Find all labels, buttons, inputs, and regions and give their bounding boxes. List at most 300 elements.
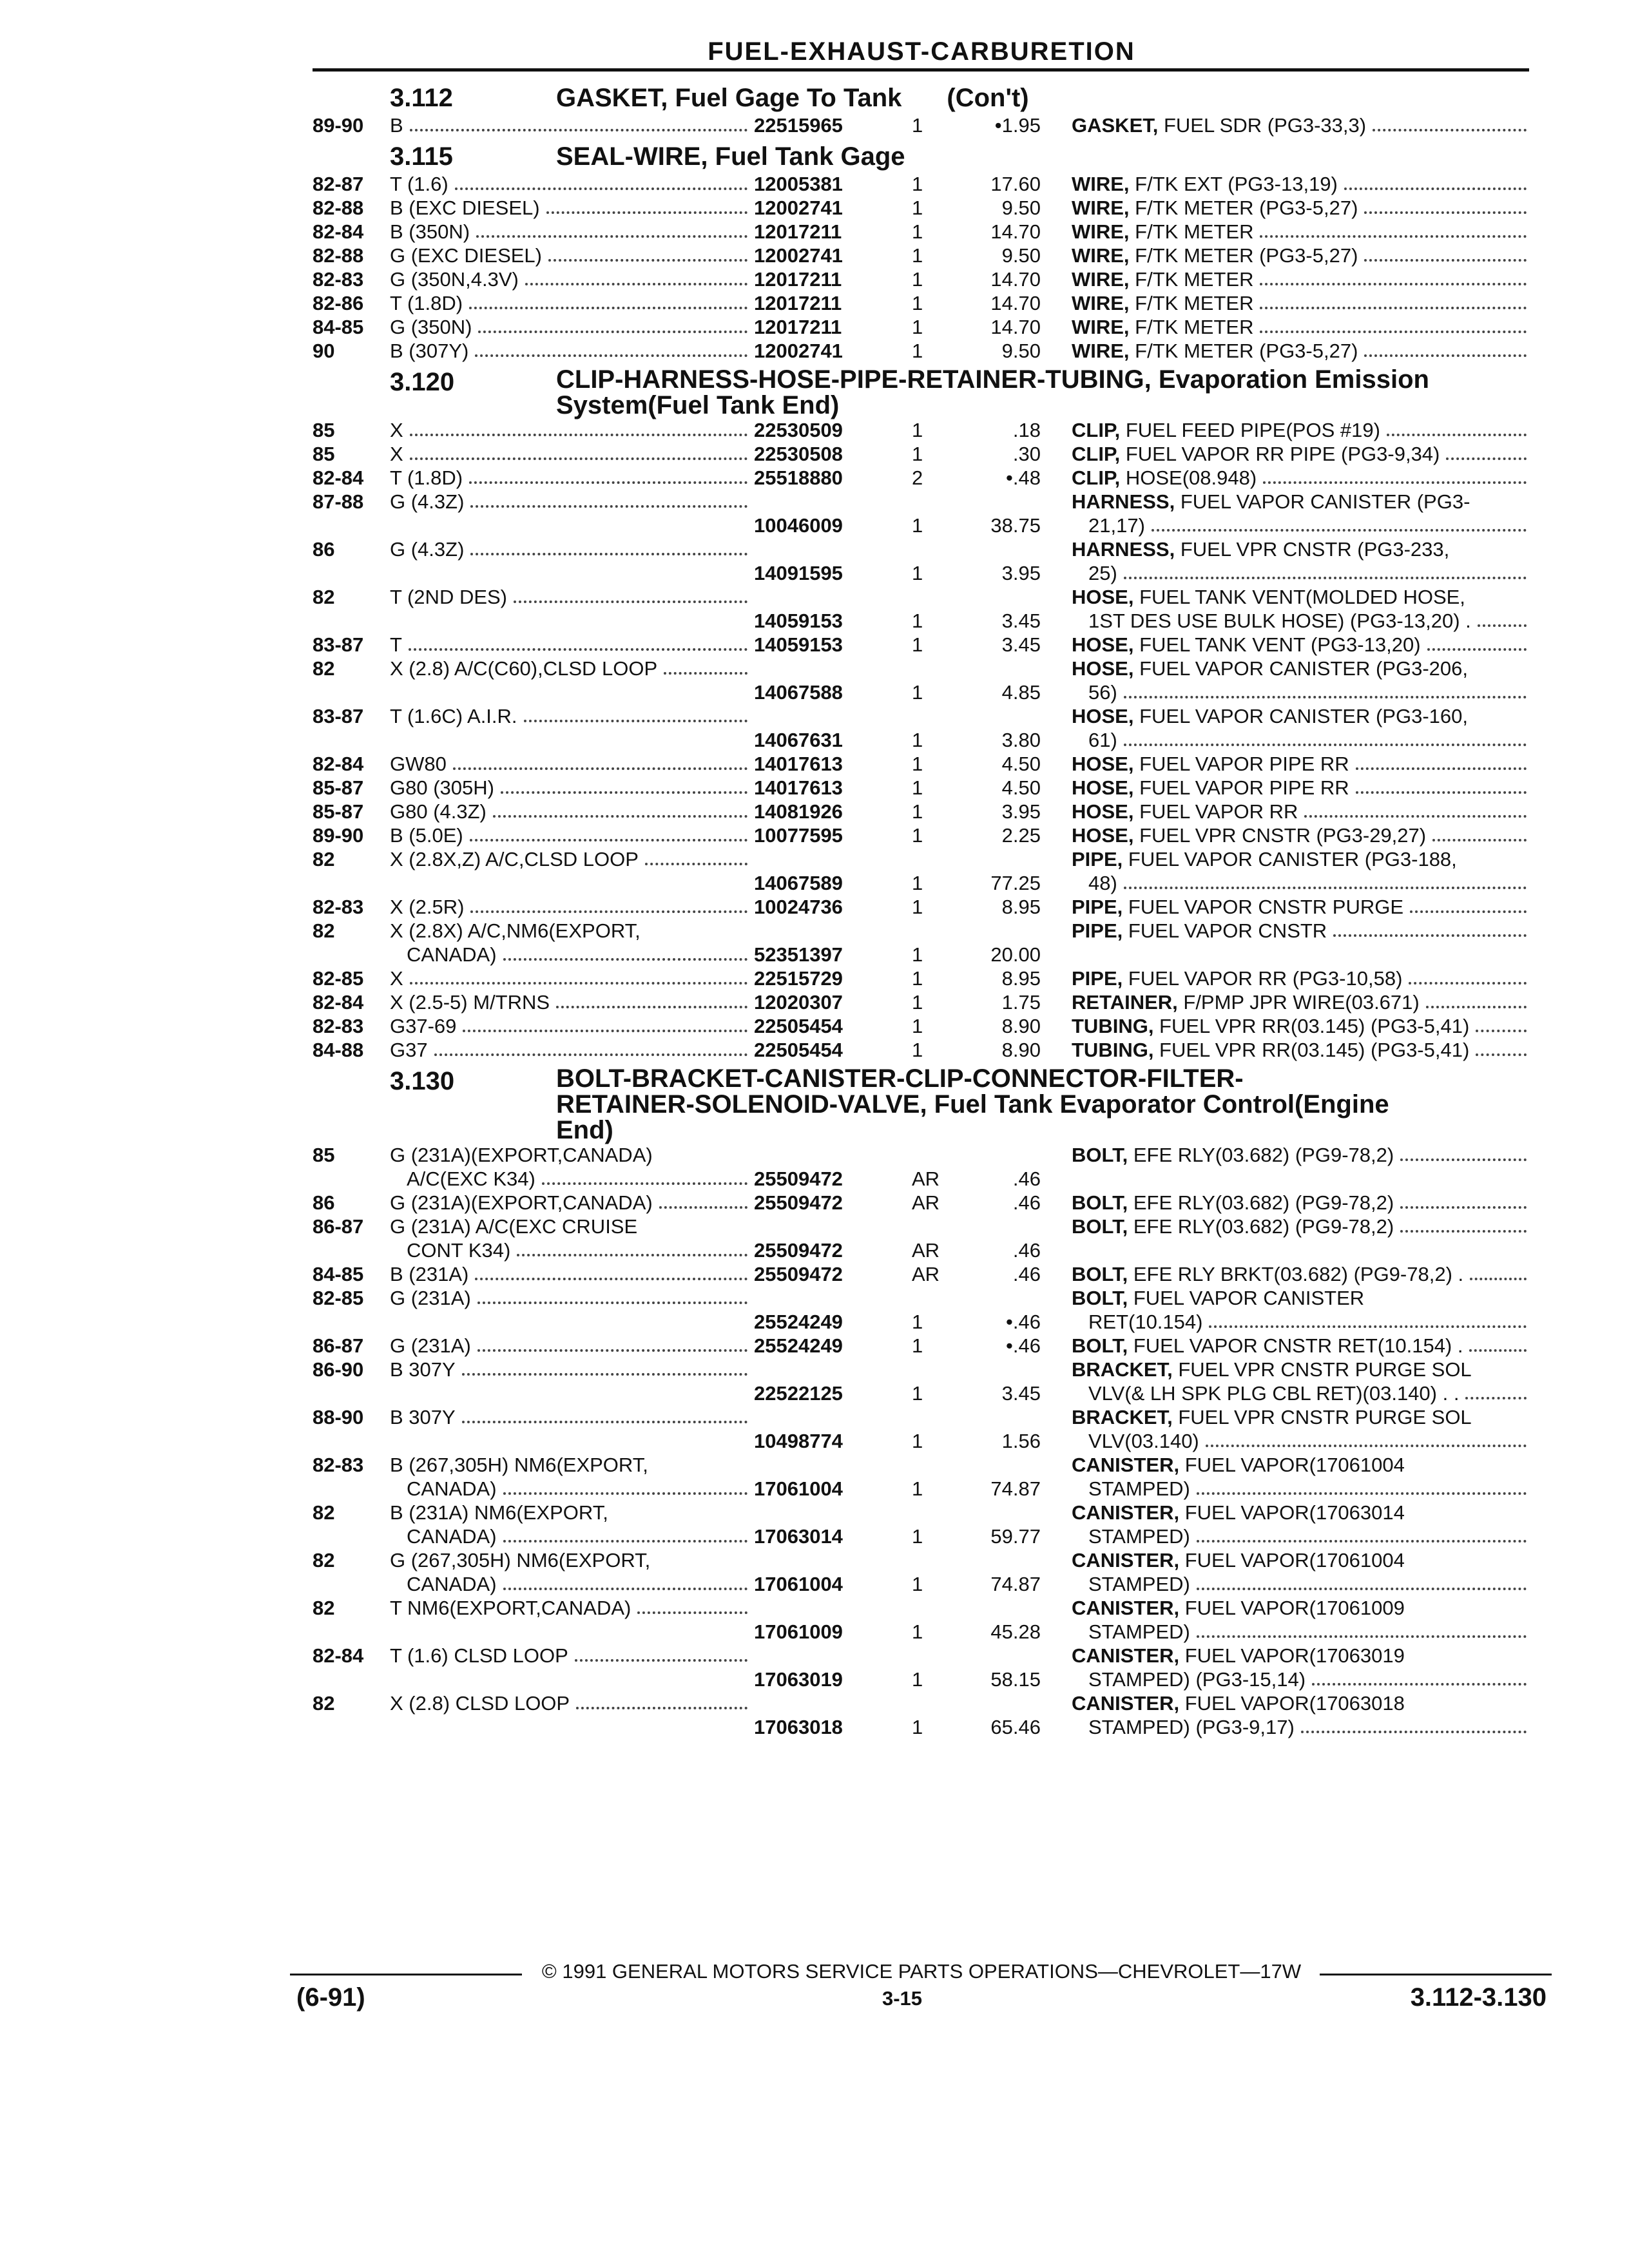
application-description (390, 466, 754, 490)
price: 3.45 (1001, 610, 1041, 632)
part-name (1072, 800, 1529, 823)
model-years: 82-88 (313, 197, 364, 219)
section-title (556, 82, 1529, 113)
quantity: 1 (912, 1573, 923, 1595)
description-text: G (350N,4.3V) (390, 268, 519, 291)
part-name (1072, 172, 1529, 196)
part-name (1072, 1038, 1529, 1062)
description-text: B (231A) (390, 1263, 469, 1285)
quantity: AR (912, 1239, 940, 1262)
part-name-text (1072, 1715, 1295, 1739)
part-name-text (1072, 1501, 1405, 1524)
price: 2.25 (1001, 824, 1041, 847)
part-name (1072, 1596, 1529, 1644)
part-name-line (1072, 1596, 1529, 1620)
quantity: 1 (912, 1525, 923, 1548)
model-years: 86-87 (313, 1215, 364, 1238)
table-row (313, 633, 1529, 657)
part-name-line (1072, 1644, 1529, 1667)
part-name-text (1072, 1334, 1463, 1358)
description-line (390, 657, 754, 680)
model-years: 86-90 (313, 1358, 364, 1381)
part-name-text (1072, 196, 1358, 220)
quantity: 1 (912, 292, 923, 314)
part-name-keyword: HOSE, (1072, 633, 1134, 656)
description-line (390, 585, 754, 609)
description-line (390, 1405, 754, 1429)
part-name (1072, 490, 1529, 537)
description-text: B (267,305H) NM6(EXPORT, (390, 1454, 648, 1476)
table-row (313, 657, 1529, 704)
price: 4.50 (1001, 753, 1041, 775)
part-name-text (1072, 1286, 1364, 1310)
part-name-line (1072, 585, 1529, 609)
part-name-detail: VLV(& LH SPK PLG CBL RET)(03.140) . . (1088, 1382, 1460, 1405)
section-title-line (556, 1117, 1529, 1143)
application-description (390, 1014, 754, 1038)
part-name-text (1072, 919, 1327, 943)
table-row (313, 1262, 1529, 1286)
application-description (390, 895, 754, 919)
part-name-line (1072, 1038, 1529, 1062)
part-name-text (1072, 1310, 1202, 1334)
quantity: 1 (912, 1334, 923, 1357)
part-number: 14081926 (754, 800, 843, 823)
table-row (313, 704, 1529, 752)
table-row (313, 1143, 1529, 1191)
application-description (390, 966, 754, 990)
part-number: 14067589 (754, 872, 843, 894)
description-line (390, 418, 754, 442)
part-name-text (1072, 1405, 1472, 1429)
table-row (313, 895, 1529, 919)
quantity: 1 (912, 514, 923, 537)
part-name-text (1072, 1691, 1405, 1715)
part-name-keyword: BOLT, (1072, 1287, 1128, 1309)
description-text: X (390, 967, 403, 990)
part-name (1072, 244, 1529, 267)
part-name-keyword: BOLT, (1072, 1263, 1128, 1285)
part-name (1072, 220, 1529, 244)
table-row (313, 1191, 1529, 1215)
section-title (556, 367, 1529, 418)
quantity: 1 (912, 776, 923, 799)
description-line (390, 776, 754, 800)
part-name-text (1072, 728, 1117, 752)
description-line (390, 1014, 754, 1038)
description-text: G (4.3Z) (390, 490, 465, 513)
header-rule (313, 68, 1529, 72)
application-description (390, 196, 754, 220)
description-line (390, 244, 754, 267)
description-text: G80 (4.3Z) (390, 800, 487, 823)
part-number: 12002741 (754, 244, 843, 267)
description-line (390, 847, 754, 871)
description-line (390, 1691, 754, 1715)
description-line (390, 490, 754, 514)
part-name-detail: STAMPED) (1088, 1477, 1190, 1500)
description-text: X (390, 419, 403, 441)
part-name-detail: FUEL VAPOR CANISTER (PG3- (1175, 490, 1470, 513)
part-name-keyword: PIPE, (1072, 896, 1123, 918)
part-name-line (1072, 1691, 1529, 1715)
part-name (1072, 585, 1529, 633)
part-name-keyword: CANISTER, (1072, 1644, 1180, 1667)
model-years: 84-85 (313, 1263, 364, 1285)
part-name-line (1072, 172, 1529, 196)
part-name-text (1072, 244, 1358, 267)
part-name-line (1072, 113, 1529, 137)
quantity: 1 (912, 1716, 923, 1738)
part-name-text (1072, 1524, 1190, 1548)
part-name-keyword: TUBING, (1072, 1015, 1154, 1037)
part-name-text (1072, 776, 1349, 800)
part-name-text (1072, 339, 1358, 363)
description-text: B (5.0E) (390, 824, 463, 847)
section-heading (313, 82, 1529, 113)
part-number: 17061004 (754, 1477, 843, 1500)
description-line (390, 315, 754, 339)
price: 3.45 (1001, 1382, 1041, 1405)
part-name-text (1072, 1262, 1463, 1286)
part-name-keyword: HOSE, (1072, 586, 1134, 608)
model-years: 86 (313, 538, 335, 561)
part-name-detail: 48) (1088, 872, 1117, 894)
section-title (556, 1066, 1529, 1143)
part-name (1072, 1691, 1529, 1739)
part-name-text (1072, 1143, 1394, 1167)
part-name (1072, 537, 1529, 585)
model-years: 82-83 (313, 1454, 364, 1476)
model-years: 85 (313, 443, 335, 465)
quantity: 1 (912, 197, 923, 219)
price: 14.70 (990, 220, 1041, 243)
application-description (390, 990, 754, 1014)
part-name-detail: F/TK METER (1129, 292, 1254, 314)
part-name (1072, 847, 1529, 895)
quantity: 1 (912, 419, 923, 441)
part-name-keyword: HOSE, (1072, 824, 1134, 847)
part-name (1072, 291, 1529, 315)
part-name-text (1072, 490, 1470, 514)
description-line (390, 1644, 754, 1667)
quantity: 1 (912, 340, 923, 362)
application-description (390, 339, 754, 363)
part-name-detail: FUEL VAPOR CANISTER (PG3-160, (1133, 705, 1468, 727)
part-name-line (1072, 1524, 1529, 1548)
price: 38.75 (990, 514, 1041, 537)
price: 14.70 (990, 268, 1041, 291)
quantity: 1 (912, 943, 923, 966)
description-text: CANADA) (407, 1573, 497, 1595)
table-row (313, 966, 1529, 990)
table-row (313, 1596, 1529, 1644)
table-row (313, 267, 1529, 291)
part-name-detail: FUEL VAPOR(17061004 (1179, 1549, 1405, 1571)
part-name-text (1072, 1620, 1190, 1644)
description-line (390, 1143, 754, 1167)
model-years: 82 (313, 1501, 335, 1524)
part-name-line (1072, 466, 1529, 490)
part-number: 22505454 (754, 1039, 843, 1061)
part-number: 14067588 (754, 681, 843, 704)
section-title-line (556, 82, 1529, 113)
table-row (313, 1334, 1529, 1358)
part-number: 17063018 (754, 1716, 843, 1738)
model-years: 82 (313, 1692, 335, 1715)
application-description (390, 919, 754, 966)
description-text: T (2ND DES) (390, 586, 508, 608)
part-name-line (1072, 609, 1529, 633)
part-name-line (1072, 823, 1529, 847)
table-row (313, 291, 1529, 315)
table-row (313, 800, 1529, 823)
part-name-detail: 1ST DES USE BULK HOSE) (PG3-13,20) . (1088, 610, 1471, 632)
part-number: 17063019 (754, 1668, 843, 1691)
description-text: G (267,305H) NM6(EXPORT, (390, 1549, 651, 1571)
quantity: 1 (912, 1620, 923, 1643)
model-years: 84-88 (313, 1039, 364, 1061)
table-row (313, 1038, 1529, 1062)
part-name-line (1072, 1453, 1529, 1477)
part-name-keyword: HARNESS, (1072, 538, 1175, 561)
quantity: 1 (912, 1015, 923, 1037)
part-name (1072, 1453, 1529, 1501)
table-row (313, 752, 1529, 776)
part-name-detail: FUEL VPR CNSTR (PG3-233, (1175, 538, 1450, 561)
price: 58.15 (990, 1668, 1041, 1691)
part-name (1072, 267, 1529, 291)
quantity: 1 (912, 800, 923, 823)
application-description (390, 1644, 754, 1691)
part-name-keyword: CANISTER, (1072, 1692, 1180, 1715)
model-years: 84-85 (313, 316, 364, 338)
part-number: 10046009 (754, 514, 843, 537)
price: 4.85 (1001, 681, 1041, 704)
part-name-line (1072, 728, 1529, 752)
part-name-line (1072, 776, 1529, 800)
section-title-text: System(Fuel Tank End) (556, 391, 840, 419)
part-name-keyword: HOSE, (1072, 800, 1134, 823)
model-years: 82-84 (313, 466, 364, 489)
part-number: 14059153 (754, 633, 843, 656)
part-number: 12017211 (754, 316, 842, 338)
part-name-keyword: WIRE, (1072, 316, 1130, 338)
part-name-detail: FUEL VAPOR CNSTR (1123, 919, 1327, 942)
footer-section-range: 3.112-3.130 (1410, 1983, 1547, 2012)
part-name-line (1072, 291, 1529, 315)
quantity: 1 (912, 220, 923, 243)
description-line (390, 1358, 754, 1381)
table-row (313, 1215, 1529, 1262)
part-name-keyword: HOSE, (1072, 753, 1134, 775)
part-number: 14067631 (754, 729, 843, 751)
part-name-detail: FUEL TANK VENT (PG3-13,20) (1133, 633, 1421, 656)
price: .46 (1012, 1168, 1041, 1190)
part-name-detail: STAMPED) (1088, 1620, 1190, 1643)
description-line (390, 943, 754, 966)
part-name-text (1072, 990, 1420, 1014)
part-name-text (1072, 752, 1349, 776)
part-name-detail: FUEL VAPOR CNSTR RET(10.154) . (1128, 1334, 1463, 1357)
model-years: 82-85 (313, 1287, 364, 1309)
section-title-text: SEAL-WIRE, Fuel Tank Gage (556, 142, 905, 171)
section-heading (313, 141, 1529, 172)
application-description (390, 442, 754, 466)
part-name-line (1072, 1620, 1529, 1644)
quantity: 1 (912, 562, 923, 584)
application-description (390, 776, 754, 800)
part-name-line (1072, 1667, 1529, 1691)
description-text: G (231A) A/C(EXC CRUISE (390, 1215, 638, 1238)
part-number: 22505454 (754, 1015, 843, 1037)
model-years: 82 (313, 586, 335, 608)
price: 8.95 (1001, 896, 1041, 918)
description-line (390, 196, 754, 220)
model-years: 82-83 (313, 1015, 364, 1037)
part-name-text (1072, 113, 1366, 137)
model-years: 83-87 (313, 633, 364, 656)
part-name-line (1072, 1548, 1529, 1572)
part-name-detail: 56) (1088, 681, 1117, 704)
application-description (390, 1691, 754, 1739)
part-name-keyword: BRACKET, (1072, 1406, 1173, 1428)
table-row (313, 442, 1529, 466)
application-description (390, 172, 754, 196)
quantity: 1 (912, 268, 923, 291)
part-name-line (1072, 339, 1529, 363)
parts-catalog (313, 82, 1529, 1739)
part-name-detail: FUEL VAPOR(17061004 (1179, 1454, 1405, 1476)
part-name-detail: FUEL VAPOR(17063018 (1179, 1692, 1405, 1715)
description-text: T (1.6) CLSD LOOP (390, 1644, 568, 1667)
description-text: G (231A)(EXPORT,CANADA) (390, 1191, 653, 1214)
price: 8.90 (1001, 1015, 1041, 1037)
part-name-detail: FUEL FEED PIPE(POS #19) (1120, 419, 1380, 441)
quantity: 1 (912, 729, 923, 751)
section-number: 3.115 (390, 142, 453, 171)
part-name-keyword: HOSE, (1072, 657, 1134, 680)
description-text: GW80 (390, 753, 447, 775)
part-name-keyword: BOLT, (1072, 1334, 1128, 1357)
part-name-line (1072, 220, 1529, 244)
application-description (390, 1334, 754, 1358)
description-line (390, 1167, 754, 1191)
part-number: 22515729 (754, 967, 843, 990)
part-number: 14017613 (754, 776, 843, 799)
part-name-line (1072, 1381, 1529, 1405)
price: 14.70 (990, 316, 1041, 338)
model-years: 82-87 (313, 173, 364, 195)
model-years: 85-87 (313, 776, 364, 799)
part-name-text (1072, 704, 1468, 728)
part-name (1072, 418, 1529, 442)
part-name-keyword: HOSE, (1072, 776, 1134, 799)
application-description (390, 220, 754, 244)
price: 65.46 (990, 1716, 1041, 1738)
part-name-line (1072, 514, 1529, 537)
part-name-line (1072, 1405, 1529, 1429)
part-number: 25509472 (754, 1191, 843, 1214)
part-name-detail: EFE RLY(03.682) (PG9-78,2) (1128, 1191, 1394, 1214)
description-text: G (231A)(EXPORT,CANADA) (390, 1144, 653, 1166)
application-description (390, 1191, 754, 1215)
quantity: 1 (912, 114, 923, 137)
description-line (390, 1238, 754, 1262)
part-number: 25509472 (754, 1239, 843, 1262)
description-line (390, 704, 754, 728)
price: .46 (1012, 1263, 1041, 1285)
part-name-detail: FUEL VAPOR(17061009 (1179, 1597, 1405, 1619)
part-name-text (1072, 267, 1253, 291)
description-line (390, 339, 754, 363)
table-row (313, 1405, 1529, 1453)
model-years: 85 (313, 419, 335, 441)
part-name-text (1072, 442, 1440, 466)
price: 4.50 (1001, 776, 1041, 799)
part-name-detail: FUEL TANK VENT(MOLDED HOSE, (1133, 586, 1465, 608)
price: .46 (1012, 1191, 1041, 1214)
application-description (390, 657, 754, 704)
table-row (313, 1644, 1529, 1691)
description-text: B (231A) NM6(EXPORT, (390, 1501, 608, 1524)
description-text: B (EXC DIESEL) (390, 197, 540, 219)
section-title-text: End) (556, 1116, 613, 1144)
part-name-line (1072, 633, 1529, 657)
quantity: 2 (912, 466, 923, 489)
part-name-detail: STAMPED) (PG3-15,14) (1088, 1668, 1306, 1691)
price: •.46 (1006, 1334, 1041, 1357)
part-name-detail: FUEL SDR (PG3-33,3) (1158, 114, 1367, 137)
continued-label: (Con't) (947, 84, 1029, 112)
part-name-detail: FUEL VAPOR RR PIPE (PG3-9,34) (1120, 443, 1440, 465)
table-row (313, 1286, 1529, 1334)
section-title-text: GASKET, Fuel Gage To Tank (556, 84, 902, 112)
quantity: 1 (912, 896, 923, 918)
part-name (1072, 466, 1529, 490)
description-line (390, 895, 754, 919)
price: 74.87 (990, 1477, 1041, 1500)
part-name-text (1072, 1038, 1469, 1062)
table-row (313, 847, 1529, 895)
footer-rule-left (290, 1974, 522, 1975)
description-text: G37 (390, 1039, 428, 1061)
part-name-text (1072, 1596, 1405, 1620)
part-name-detail: F/TK EXT (PG3-13,19) (1129, 173, 1338, 195)
part-name-text (1072, 1453, 1405, 1477)
section-title-line (556, 392, 1529, 418)
table-row (313, 585, 1529, 633)
price: 9.50 (1001, 197, 1041, 219)
part-name-line (1072, 537, 1529, 561)
part-name-detail: FUEL VAPOR RR (1133, 800, 1298, 823)
part-name-line (1072, 1572, 1529, 1596)
part-name-keyword: PIPE, (1072, 848, 1123, 870)
application-description (390, 418, 754, 442)
quantity: 1 (912, 633, 923, 656)
model-years: 82-85 (313, 967, 364, 990)
part-name-line (1072, 704, 1529, 728)
description-text: CANADA) (407, 1477, 497, 1500)
description-text: T NM6(EXPORT,CANADA) (390, 1597, 631, 1619)
part-name-keyword: BOLT, (1072, 1215, 1128, 1238)
part-name (1072, 895, 1529, 919)
part-name-detail: FUEL VPR RR(03.145) (PG3-5,41) (1153, 1039, 1470, 1061)
description-line (390, 466, 754, 490)
model-years: 89-90 (313, 824, 364, 847)
part-name-text (1072, 514, 1145, 537)
table-row (313, 1358, 1529, 1405)
